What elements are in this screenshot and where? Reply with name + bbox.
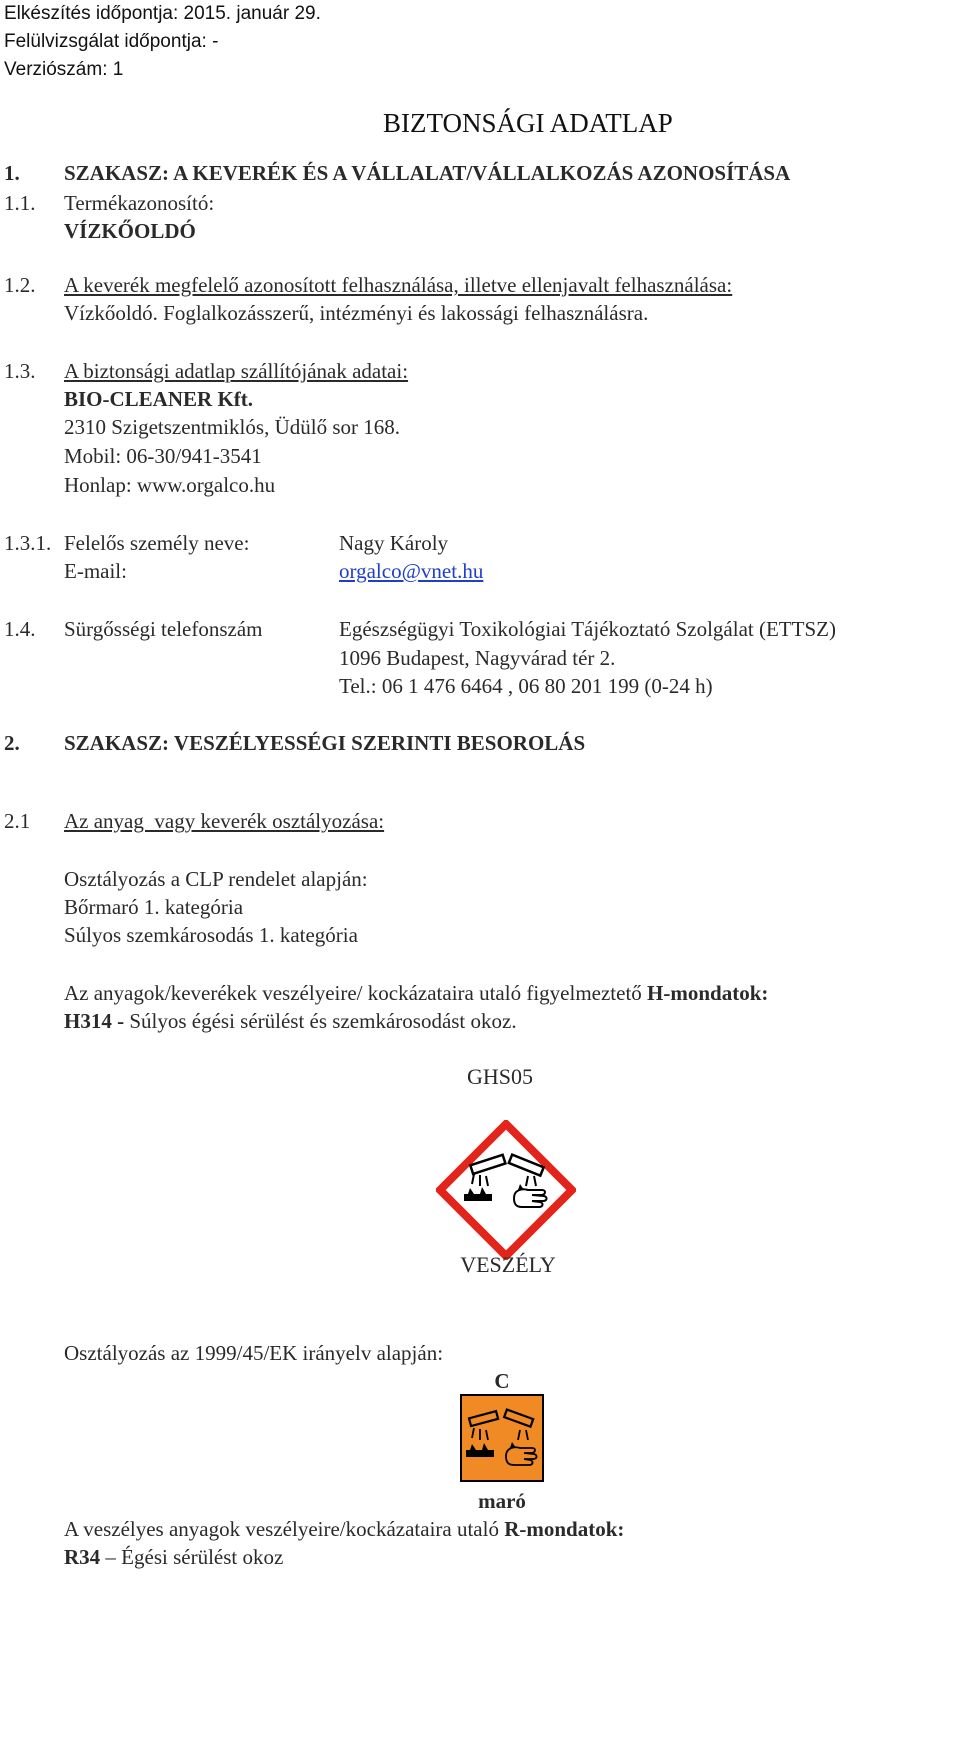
s13-label: A biztonsági adatlap szállítójának adatai: [64, 359, 409, 383]
h314-code: H314 - [64, 1009, 125, 1033]
eu-symbol-name: maró [478, 1489, 526, 1513]
section2-number: 2. [4, 731, 20, 755]
s11-number: 1.1. [4, 191, 36, 215]
clp-label: Osztályozás a CLP rendelet alapján: [64, 867, 368, 891]
s11-label: Termékazonosító: [64, 191, 215, 215]
ghs-code: GHS05 [466, 1064, 533, 1089]
company-address: 2310 Szigetszentmiklós, Üdülő sor 168. [64, 415, 400, 439]
review-date: Felülvizsgálat időpontja: - [4, 31, 219, 52]
company-name: BIO-CLEANER Kft. [64, 387, 254, 411]
version-number: Verziószám: 1 [4, 59, 124, 80]
corrosive-symbol-icon [460, 1394, 544, 1482]
section1-number: 1. [4, 161, 20, 185]
h314-statement [64, 1006, 517, 1036]
clp-item-eye: Súlyos szemkárosodás 1. kategória [64, 923, 358, 947]
corrosion-pictogram-icon [436, 1120, 576, 1260]
responsible-person: Nagy Károly [339, 531, 449, 555]
eu-symbol-letter: C [494, 1369, 510, 1393]
company-mobile: Mobil: 06-30/941-3541 [64, 444, 262, 468]
h-statements-intro [64, 978, 768, 1008]
s14-number: 1.4. [4, 617, 36, 641]
s131-label: Felelős személy neve: [64, 531, 250, 555]
document-title: BIZTONSÁGI ADATLAP [383, 108, 673, 138]
emergency-phone: Tel.: 06 1 476 6464 , 06 80 201 199 (0-24 h) [339, 674, 713, 698]
h-intro-text: Az anyagok/keverékek veszélyeire/ kockázataira utaló figyelmeztető [64, 981, 648, 1005]
s21-label: Az anyag vagy keverék osztályozása: [64, 809, 385, 833]
ghs-signal-word: VESZÉLY [460, 1252, 556, 1277]
r-intro-bold: R-mondatok: [504, 1517, 625, 1541]
s12-number: 1.2. [4, 273, 36, 297]
s13-number: 1.3. [4, 359, 36, 383]
s12-text: Vízkőoldó. Foglalkozásszerű, intézményi és lakossági felhasználásra. [64, 301, 649, 325]
s131-number: 1.3.1. [4, 531, 52, 555]
s21-number: 2.1 [4, 809, 31, 833]
r34-code: R34 [64, 1545, 101, 1569]
emergency-service: Egészségügyi Toxikológiai Tájékoztató Szolgálat (ETTSZ) [339, 617, 836, 641]
company-website: Honlap: www.orgalco.hu [64, 473, 276, 497]
r-intro-text: A veszélyes anyagok veszélyeire/kockázataira utaló [64, 1517, 505, 1541]
r34-statement [64, 1542, 283, 1572]
r-statements-intro [64, 1514, 624, 1544]
h314-text: Súlyos égési sérülést és szemkárosodást okoz. [124, 1009, 517, 1033]
r34-text: – Égési sérülést okoz [100, 1545, 284, 1569]
section2-heading: SZAKASZ: VESZÉLYESSÉGI SZERINTI BESOROLÁS [64, 731, 586, 755]
eu-classification-label: Osztályozás az 1999/45/EK irányelv alapján: [64, 1341, 444, 1365]
h-intro-bold: H-mondatok: [647, 981, 769, 1005]
clp-item-skin: Bőrmaró 1. kategória [64, 895, 244, 919]
section1-heading: SZAKASZ: A KEVERÉK ÉS A VÁLLALAT/VÁLLALKOZÁS AZONOSÍTÁSA [64, 161, 791, 185]
email-label: E-mail: [64, 559, 127, 583]
created-date: Elkészítés időpontja: 2015. január 29. [4, 3, 321, 24]
s14-label: Sürgősségi telefonszám [64, 617, 263, 641]
email-link[interactable]: orgalco@vnet.hu [339, 559, 484, 583]
s12-label: A keverék megfelelő azonosított felhasználása, illetve ellenjavalt felhasználása: [64, 273, 733, 297]
product-name: VÍZKŐOLDÓ [64, 219, 196, 243]
emergency-address: 1096 Budapest, Nagyvárad tér 2. [339, 646, 616, 670]
